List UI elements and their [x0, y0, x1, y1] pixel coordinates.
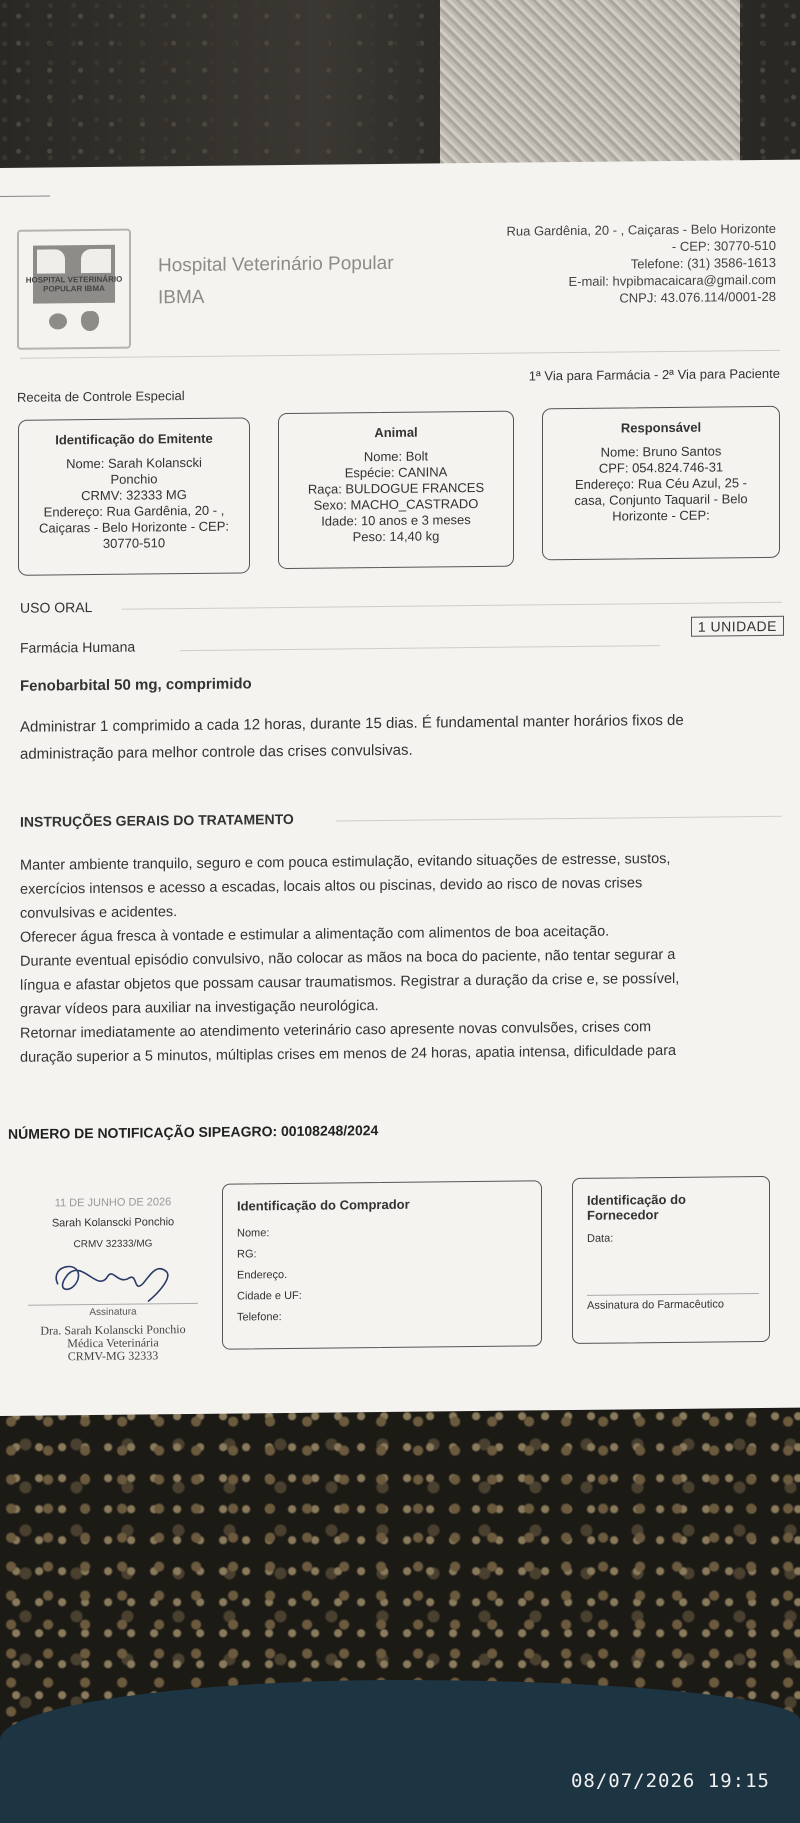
divider	[180, 645, 660, 651]
unidade-badge: 1 UNIDADE	[691, 616, 784, 637]
emitente-line: Caiçaras - Belo Horizonte - CEP:	[38, 518, 229, 536]
email: E-mail: hvpibmacaicara@gmail.com	[568, 271, 776, 290]
emitente-title: Identificação do Emitente	[55, 430, 213, 448]
responsavel-line: casa, Conjunto Taquaril - Belo	[574, 491, 748, 508]
emitente-line: Nome: Sarah Kolanscki	[66, 454, 202, 472]
comprador-field: Endereço.	[237, 1268, 288, 1282]
instrucoes-line: gravar vídeos para auxiliar na investigação neurológica.	[20, 998, 379, 1018]
instrucoes-line: Retornar imediatamente ao atendimento veterinário caso apresente novas convulsões, crises com	[20, 1019, 652, 1042]
light-surface	[440, 0, 740, 180]
instrucoes-line: exercícios intensos e acesso a escadas, locais altos ou piscinas, devido ao risco de novas crises	[20, 875, 643, 898]
medicamento: Fenobarbital 50 mg, comprimido	[20, 675, 252, 695]
signature-label: Assinatura	[28, 1303, 198, 1319]
photo-timestamp: 08/07/2026 19:15	[570, 1770, 770, 1792]
comprador-field: Nome:	[237, 1227, 270, 1240]
responsavel-title: Responsável	[620, 419, 702, 436]
hospital-name	[158, 248, 394, 314]
emitente-line: 30770-510	[102, 535, 166, 551]
instrucoes-line: Oferecer água fresca à vontade e estimular a alimentação com alimentos de boa aceitação.	[20, 923, 610, 946]
notificacao-number: NÚMERO DE NOTIFICAÇÃO SIPEAGRO: 00108248/2024	[8, 1122, 379, 1142]
comprador-field: RG:	[237, 1248, 257, 1261]
hospital-logo	[17, 229, 131, 350]
fornecedor-data: Data:	[587, 1232, 614, 1245]
logo-text: HOSPITAL VETERINÁRIO POPULAR IBMA	[25, 274, 123, 294]
posologia	[20, 706, 780, 768]
emitente-card	[18, 417, 250, 575]
responsavel-line: CPF: 054.824.746-31	[598, 459, 724, 476]
comprador-box	[222, 1180, 542, 1349]
stamp-line: Dra. Sarah Kolanscki Ponchio	[40, 1322, 186, 1338]
cnpj: CNPJ: 43.076.114/0001-28	[619, 288, 776, 306]
animal-line: Espécie: CANINA	[344, 464, 448, 481]
instrucoes-line: Durante eventual episódio convulsivo, não colocar as mãos na boca do paciente, não tentar segurar a	[20, 946, 676, 970]
hospital-name-line2: IBMA	[158, 286, 205, 309]
responsavel-line: Endereço: Rua Céu Azul, 25 -	[575, 475, 747, 492]
posologia-line: Administrar 1 comprimido a cada 12 horas, durante 15 dias. É fundamental manter horários fixos de	[20, 711, 684, 736]
animal-line: Nome: Bolt	[363, 448, 429, 465]
cat-icon	[81, 311, 99, 331]
stamp	[28, 1323, 198, 1364]
address-line1: Rua Gardênia, 20 - , Caiçaras - Belo Horizonte	[506, 220, 776, 239]
signature-crmv: CRMV 32333/MG	[73, 1238, 153, 1251]
hospital-contact	[506, 220, 776, 308]
responsavel-card	[542, 406, 780, 560]
divider	[122, 602, 782, 610]
fornecedor-title-1: Identificação do	[587, 1191, 686, 1208]
instrucoes-body	[20, 846, 785, 1070]
animal-line: Peso: 14,40 kg	[352, 528, 440, 545]
comprador-field: Cidade e UF:	[237, 1289, 302, 1303]
responsavel-line: Horizonte - CEP:	[612, 507, 710, 524]
uso-label: USO ORAL	[20, 599, 93, 616]
hospital-name-line1: Hospital Veterinário Popular	[158, 252, 394, 277]
divider	[336, 816, 782, 822]
prescription-paper	[0, 160, 800, 1416]
stamp-line: Médica Veterinária	[67, 1335, 159, 1351]
fornecedor-title-2: Fornecedor	[587, 1207, 659, 1223]
top-mark	[0, 195, 50, 197]
receita-title: Receita de Controle Especial	[17, 388, 185, 405]
paw-icon	[49, 313, 67, 329]
instrucoes-line: língua e afastar objetos que possam causar traumatismos. Registrar a duração da crise e, se possível,	[20, 970, 680, 994]
signature-name: Sarah Kolanscki Ponchio	[51, 1216, 175, 1230]
instrucoes-line: Manter ambiente tranquilo, seguro e com pouca estimulação, evitando situações de estresse, sustos,	[20, 850, 671, 874]
emitente-line: Ponchio	[110, 471, 158, 487]
instrucoes-title: INSTRUÇÕES GERAIS DO TRATAMENTO	[20, 810, 294, 830]
animal-card	[278, 411, 514, 569]
emitente-line: Endereço: Rua Gardênia, 20 - ,	[43, 502, 225, 520]
signature-block	[28, 1196, 198, 1364]
comprador-title: Identificação do Comprador	[237, 1196, 410, 1214]
responsavel-line: Nome: Bruno Santos	[600, 443, 722, 460]
farmacia-label: Farmácia Humana	[20, 638, 136, 656]
via-text: 1ª Via para Farmácia - 2ª Via para Paciente	[528, 365, 780, 384]
instrucoes-line: duração superior a 5 minutos, múltiplas crises em menos de 24 horas, apatia intensa, dificuldade para	[20, 1042, 677, 1066]
animal-line: Idade: 10 anos e 3 meses	[321, 512, 471, 529]
phone: Telefone: (31) 3586-1613	[630, 254, 776, 272]
handwritten-signature	[38, 1253, 188, 1305]
fornecedor-assinatura: Assinatura do Farmacêutico	[587, 1293, 759, 1312]
fabric	[0, 1680, 800, 1823]
signature-date: 11 DE JUNHO DE 2026	[54, 1196, 172, 1210]
comprador-field: Telefone:	[237, 1311, 282, 1324]
instrucoes-line: convulsivas e acidentes.	[20, 904, 178, 922]
divider	[20, 350, 780, 359]
fornecedor-box	[572, 1176, 770, 1344]
stamp-line: CRMV-MG 32333	[67, 1348, 159, 1364]
emitente-line: CRMV: 32333 MG	[81, 487, 187, 504]
posologia-line: administração para melhor controle das crises convulsivas.	[20, 741, 413, 763]
animal-line: Raça: BULDOGUE FRANCES	[307, 479, 485, 497]
animal-line: Sexo: MACHO_CASTRADO	[313, 495, 479, 513]
animal-title: Animal	[374, 424, 418, 441]
address-line2: - CEP: 30770-510	[671, 237, 776, 254]
